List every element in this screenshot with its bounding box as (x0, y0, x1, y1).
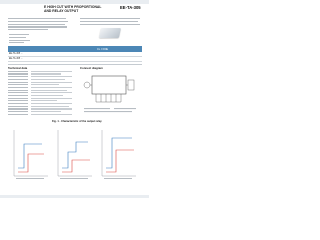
section-title-wiring: Connect diagram (80, 66, 103, 70)
product-image (99, 28, 121, 38)
page-title: E HIGH CUT WITH PROPORTIONAL (44, 5, 102, 9)
technical-data-list (8, 70, 72, 116)
footer-bar (0, 195, 149, 198)
characteristic-diagrams (8, 124, 142, 182)
column-header: CL. FONE (97, 47, 109, 51)
intro-text-left (8, 18, 68, 32)
datasheet-page (0, 0, 149, 198)
feature-bullets (9, 34, 31, 45)
wiring-diagram (78, 70, 142, 118)
header-bar (0, 0, 149, 4)
table-cell: EE-TA-305 ... (9, 53, 23, 55)
section-title-technical: Technical data (8, 66, 28, 70)
page-subtitle: AND RELAY OUTPUT (44, 9, 79, 13)
table-cell: EE-TA-305 ... (9, 58, 23, 60)
product-code: EE-TA-305 (120, 5, 141, 10)
device-outline (92, 76, 126, 94)
ordering-table (8, 46, 142, 62)
section-divider (8, 64, 142, 65)
table-row (8, 57, 142, 62)
intro-text-right (80, 18, 140, 26)
chart-caption: Fig. 1 - Characteristic of the output relay (52, 120, 102, 123)
